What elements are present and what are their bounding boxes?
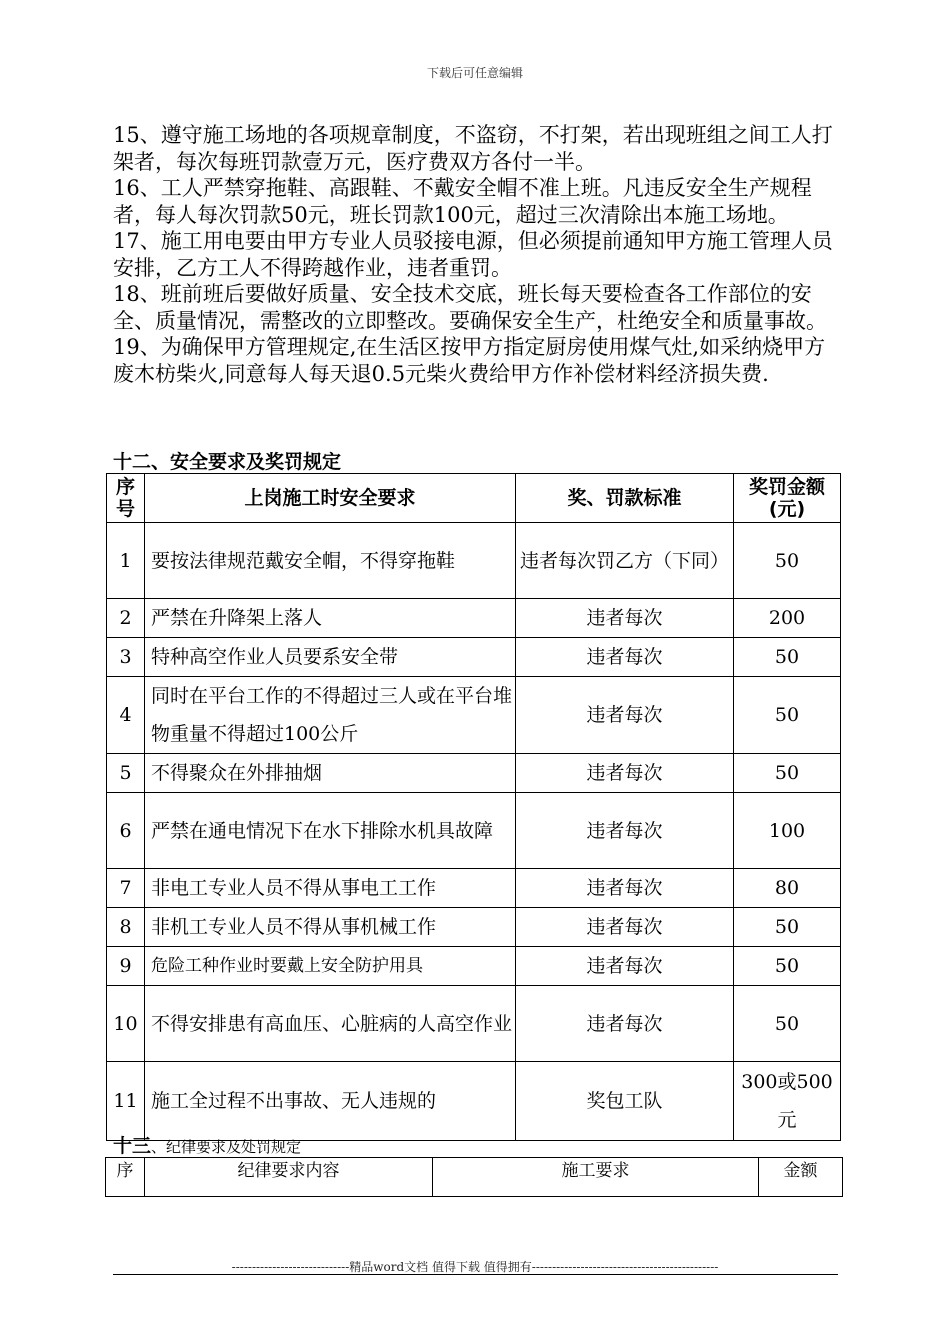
row-amount: 100: [734, 793, 841, 869]
row-no: 3: [107, 638, 145, 677]
table-row: [107, 947, 841, 986]
row-standard: 违者每次: [516, 869, 734, 908]
safety-rules-table: [106, 473, 841, 1141]
row-amount: 50: [734, 947, 841, 986]
paragraph-17: 17、施工用电要由甲方专业人员驳接电源，但必须提前通知甲方施工管理人员安排，乙方工人不得跨越作业，违者重罚。: [113, 229, 833, 280]
row-no: 11: [107, 1062, 145, 1141]
row-requirement: 同时在平台工作的不得超过三人或在平台堆物重量不得超过100公斤: [145, 677, 516, 754]
table-header-row: [106, 1158, 843, 1197]
row-requirement: 非电工专业人员不得从事电工工作: [145, 869, 516, 908]
row-standard: 违者每次: [516, 677, 734, 754]
header-content: 纪律要求内容: [145, 1158, 433, 1197]
row-amount: 50: [734, 523, 841, 599]
row-no: 4: [107, 677, 145, 754]
header-standard: 奖、罚款标准: [516, 474, 734, 523]
header-note: 下载后可任意编辑: [426, 66, 523, 80]
table-row: [107, 1062, 841, 1141]
discipline-rules-table: [105, 1157, 843, 1197]
footer-divider: [113, 1274, 838, 1275]
row-standard: 违者每次: [516, 908, 734, 947]
row-amount: 50: [734, 638, 841, 677]
row-no: 8: [107, 908, 145, 947]
table-row: [107, 793, 841, 869]
row-standard: 违者每次: [516, 599, 734, 638]
row-requirement: 要按法律规范戴安全帽，不得穿拖鞋: [145, 523, 516, 599]
header-no: 序: [106, 1158, 145, 1197]
paragraph-15: 15、遵守施工场地的各项规章制度，不盗窃，不打架，若出现班组之间工人打架者，每次每班罚款壹万元，医疗费双方各付一半。: [113, 123, 833, 174]
table-header-row: [107, 474, 841, 523]
table-row: [107, 869, 841, 908]
row-requirement: 严禁在通电情况下在水下排除水机具故障: [145, 793, 516, 869]
row-no: 10: [107, 986, 145, 1062]
header-requirement: 施工要求: [433, 1158, 759, 1197]
header-no: 序号: [107, 474, 145, 523]
row-no: 7: [107, 869, 145, 908]
paragraph-18: 18、班前班后要做好质量、安全技术交底，班长每天要检查各工作部位的安全、质量情况，需整改的立即整改。要确保安全生产，杜绝安全和质量事故。: [113, 282, 827, 333]
row-requirement: 非机工专业人员不得从事机械工作: [145, 908, 516, 947]
row-standard: 违者每次: [516, 986, 734, 1062]
table-row: [107, 908, 841, 947]
row-requirement: 危险工种作业时要戴上安全防护用具: [145, 947, 516, 986]
row-amount: 50: [734, 754, 841, 793]
paragraph-19: 19、为确保甲方管理规定,在生活区按甲方指定厨房使用煤气灶,如采纳烧甲方废木枋柴火,同意每人每天退0.5元柴火费给甲方作补偿材料经济损失费.: [113, 335, 826, 386]
row-standard: 违者每次: [516, 638, 734, 677]
table-row: [107, 986, 841, 1062]
row-amount: 80: [734, 869, 841, 908]
row-requirement: 特种高空作业人员要系安全带: [145, 638, 516, 677]
row-standard: 违者每次: [516, 947, 734, 986]
table-row: [107, 599, 841, 638]
header-amount: 金额: [759, 1158, 843, 1197]
row-amount: 50: [734, 677, 841, 754]
row-no: 9: [107, 947, 145, 986]
paragraph-16: 16、工人严禁穿拖鞋、高跟鞋、不戴安全帽不准上班。凡违反安全生产规程者，每人每次罚款50元，班长罚款100元，超过三次清除出本施工场地。: [113, 176, 812, 227]
row-standard: 奖包工队: [516, 1062, 734, 1141]
table-row: [107, 638, 841, 677]
header-requirement: 上岗施工时安全要求: [145, 474, 516, 523]
row-requirement: 不得聚众在外排抽烟: [145, 754, 516, 793]
section-13-title-prefix: 十三: [113, 1135, 152, 1157]
row-no: 5: [107, 754, 145, 793]
table-row: [107, 754, 841, 793]
table-row: [107, 677, 841, 754]
row-no: 1: [107, 523, 145, 599]
row-no: 2: [107, 599, 145, 638]
row-requirement: 严禁在升降架上落人: [145, 599, 516, 638]
section-13-title: [113, 1136, 301, 1157]
row-amount: 300或500元: [734, 1062, 841, 1141]
body-paragraphs: [113, 122, 841, 387]
row-requirement: 不得安排患有高血压、心脏病的人高空作业: [145, 986, 516, 1062]
footer-note: -----------------------------精品word文档 值得下载 值得拥有----------------------------------------------: [231, 1260, 719, 1274]
section-12-title: 十二、安全要求及奖罚规定: [113, 451, 342, 473]
row-amount: 200: [734, 599, 841, 638]
row-standard: 违者每次: [516, 754, 734, 793]
row-amount: 50: [734, 908, 841, 947]
row-no: 6: [107, 793, 145, 869]
row-amount: 50: [734, 986, 841, 1062]
row-standard: 违者每次: [516, 793, 734, 869]
section-13-title-rest: 、纪律要求及处罚规定: [151, 1138, 302, 1156]
row-requirement: 施工全过程不出事故、无人违规的: [145, 1062, 516, 1141]
row-standard: 违者每次罚乙方（下同）: [516, 523, 734, 599]
header-amount: 奖罚金额(元): [734, 474, 841, 523]
table-row: [107, 523, 841, 599]
